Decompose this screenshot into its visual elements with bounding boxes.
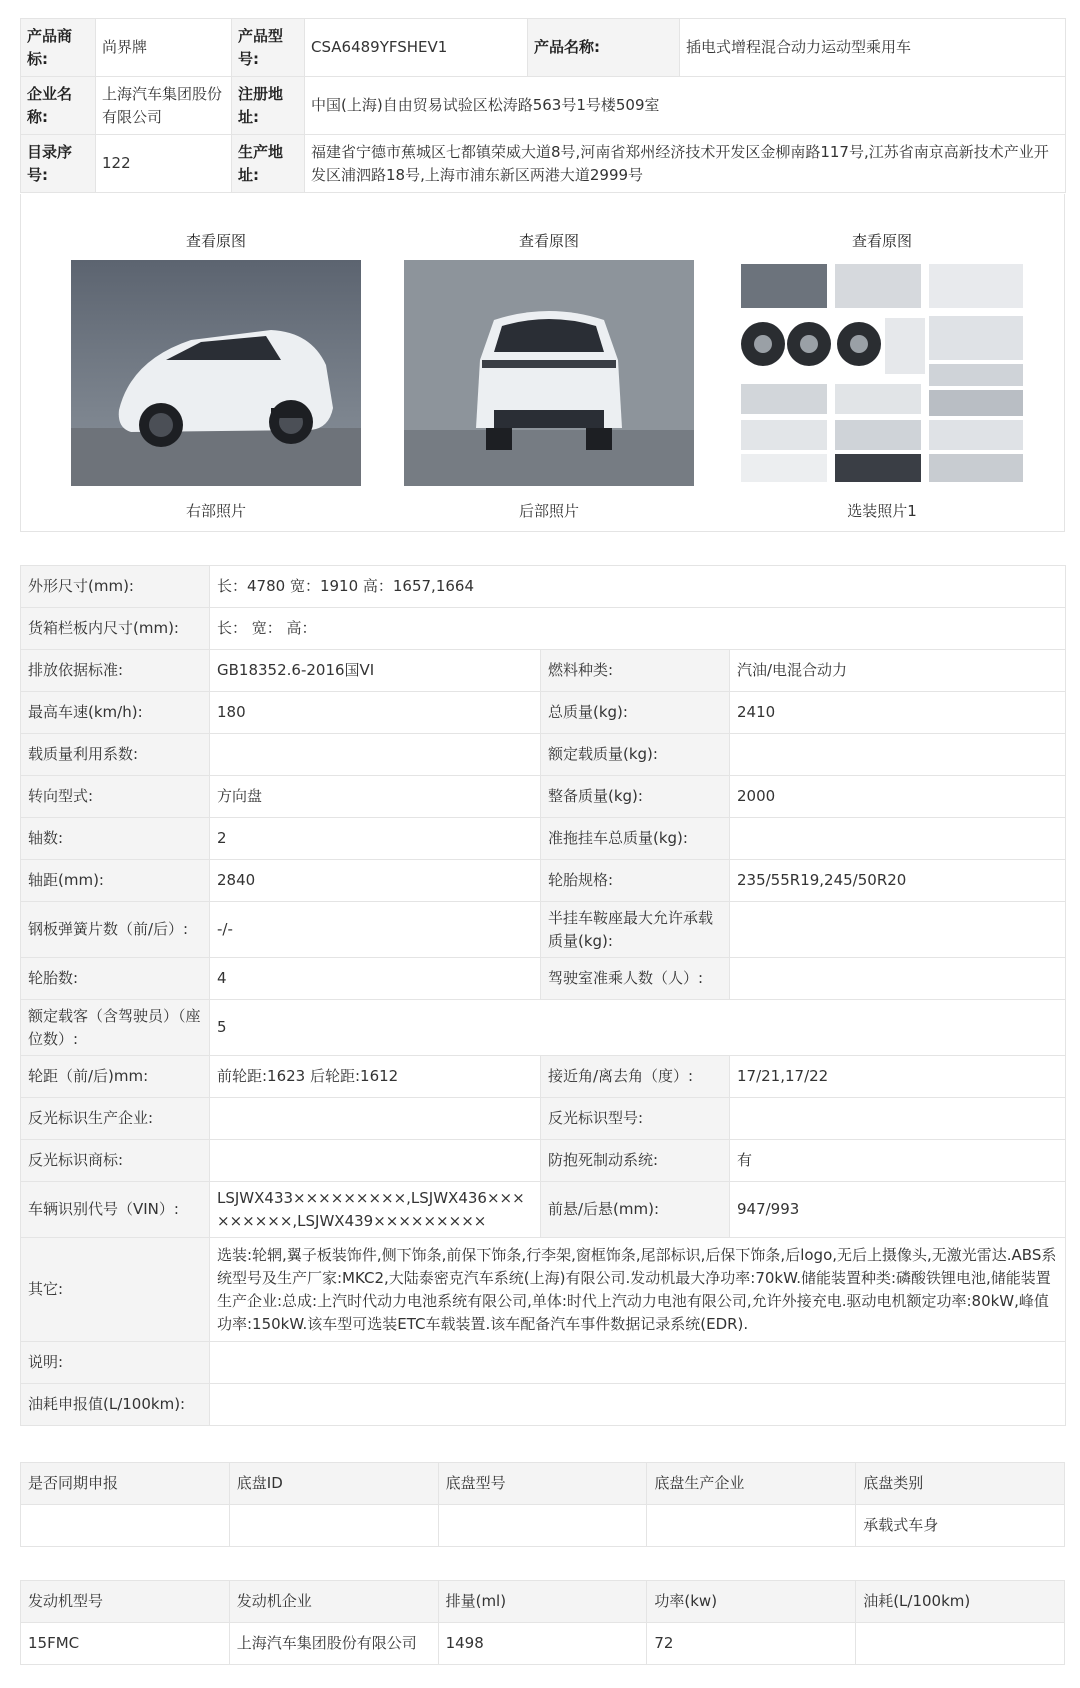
label-note: 说明: (21, 1342, 210, 1384)
spec-value: -/- (210, 902, 541, 958)
chassis-cell (21, 1505, 230, 1547)
label-prod-address: 生产地址: (232, 135, 305, 193)
value-model: CSA6489YFSHEV1 (305, 19, 528, 77)
spec-value (730, 1098, 1066, 1140)
spec-table (20, 565, 1066, 1426)
spec-label: 半挂车鞍座最大允许承载质量(kg): (541, 902, 730, 958)
table-row (21, 1623, 1065, 1665)
spec-label: 轮胎数: (21, 958, 210, 1000)
spec-value: 前轮距:1623 后轮距:1612 (210, 1056, 541, 1098)
spec-label: 最高车速(km/h): (21, 692, 210, 734)
spec-label: 排放依据标准: (21, 650, 210, 692)
value-catalog-no: 122 (96, 135, 232, 193)
value-other: 选装:轮辋,翼子板装饰件,侧下饰条,前保下饰条,行李架,窗框饰条,尾部标识,后保下饰条,后logo,无后上摄像头,无激光雷达.ABS系统型号及生产厂家:MKC2,大陆泰密克汽车系统(上海)有限公司.发动机最大净功率:70kW.储能装置种类:磷酸铁锂电池,储能装置生产企业:总成:上汽时代动力电池系统有限公司,单体:时代上汽动力电池有限公司,允许外接充电.驱动电机额定功率:80kW,峰值功率:150kW.该车型可选装ETC车载装置.该车配备汽车事件数据记录系统(EDR). (210, 1238, 1066, 1342)
spec-value: 有 (730, 1140, 1066, 1182)
car-right-image[interactable] (71, 260, 361, 486)
engine-table (20, 1580, 1065, 1665)
spec-value (210, 734, 541, 776)
chassis-header: 底盘ID (229, 1463, 438, 1505)
spec-label: 反光标识型号: (541, 1098, 730, 1140)
spec-label: 反光标识生产企业: (21, 1098, 210, 1140)
label-brand: 产品商标: (21, 19, 96, 77)
spec-value (210, 1098, 541, 1140)
spec-label: 轮胎规格: (541, 860, 730, 902)
spec-value: 4 (210, 958, 541, 1000)
spec-value (210, 1140, 541, 1182)
spec-label: 准拖挂车总质量(kg): (541, 818, 730, 860)
spec-value: 2 (210, 818, 541, 860)
spec-value: LSJWX433×××××××××,LSJWX436×××××××××,LSJWX439××××××××× (210, 1182, 541, 1238)
spec-value: 汽油/电混合动力 (730, 650, 1066, 692)
chassis-header: 底盘生产企业 (647, 1463, 856, 1505)
label-product-name: 产品名称: (528, 19, 680, 77)
spec-value: 2000 (730, 776, 1066, 818)
spec-value: 17/21,17/22 (730, 1056, 1066, 1098)
chassis-cell (438, 1505, 647, 1547)
table-row (21, 1505, 1065, 1547)
value-fuel-consumption (210, 1384, 1066, 1426)
value-note (210, 1342, 1066, 1384)
spec-label: 轴距(mm): (21, 860, 210, 902)
chassis-cell (647, 1505, 856, 1547)
spec-value: 947/993 (730, 1182, 1066, 1238)
spec-value (730, 818, 1066, 860)
spec-label: 整备质量(kg): (541, 776, 730, 818)
label-catalog-no: 目录序号: (21, 135, 96, 193)
spec-value: 方向盘 (210, 776, 541, 818)
value-cargo-dimensions: 长： 宽： 高： (210, 608, 1066, 650)
spec-label: 额定载质量(kg): (541, 734, 730, 776)
spec-label: 载质量利用系数: (21, 734, 210, 776)
value-product-name: 插电式增程混合动力运动型乘用车 (680, 19, 1066, 77)
optional-collage-image[interactable] (737, 260, 1027, 486)
spec-value (730, 734, 1066, 776)
view-original-link[interactable]: 查看原图 (851, 232, 912, 250)
chassis-header: 底盘型号 (438, 1463, 647, 1505)
photo-gallery (20, 194, 1065, 532)
label-reg-address: 注册地址: (232, 77, 305, 135)
label-company: 企业名称: (21, 77, 96, 135)
spec-value: 235/55R19,245/50R20 (730, 860, 1066, 902)
engine-header: 发动机企业 (229, 1581, 438, 1623)
spec-value: 2410 (730, 692, 1066, 734)
spec-label: 轴数: (21, 818, 210, 860)
car-rear-image[interactable] (404, 260, 694, 486)
spec-label: 防抱死制动系统: (541, 1140, 730, 1182)
chassis-header: 底盘类别 (856, 1463, 1065, 1505)
engine-header: 油耗(L/100km) (856, 1581, 1065, 1623)
value-company: 上海汽车集团股份有限公司 (96, 77, 232, 135)
spec-label: 反光标识商标: (21, 1140, 210, 1182)
label-seats: 额定载客（含驾驶员）（座位数）: (21, 1000, 210, 1056)
photo-caption: 右部照片 (185, 502, 246, 520)
engine-cell (856, 1623, 1065, 1665)
spec-value: GB18352.6-2016国VI (210, 650, 541, 692)
spec-label: 前悬/后悬(mm): (541, 1182, 730, 1238)
spec-label: 钢板弹簧片数（前/后）: (21, 902, 210, 958)
value-seats: 5 (210, 1000, 1066, 1056)
spec-label: 车辆识别代号（VIN）: (21, 1182, 210, 1238)
spec-label: 轮距（前/后)mm: (21, 1056, 210, 1098)
spec-label: 燃料种类: (541, 650, 730, 692)
value-brand: 尚界牌 (96, 19, 232, 77)
spec-label: 驾驶室准乘人数（人）: (541, 958, 730, 1000)
view-original-link[interactable]: 查看原图 (185, 232, 246, 250)
label-fuel-consumption: 油耗申报值(L/100km): (21, 1384, 210, 1426)
value-dimensions: 长：4780 宽：1910 高：1657,1664 (210, 566, 1066, 608)
engine-cell: 72 (647, 1623, 856, 1665)
spec-label: 总质量(kg): (541, 692, 730, 734)
engine-header: 排量(ml) (438, 1581, 647, 1623)
spec-label: 转向型式: (21, 776, 210, 818)
spec-value (730, 958, 1066, 1000)
value-prod-address: 福建省宁德市蕉城区七都镇荣威大道8号,河南省郑州经济技术开发区金柳南路117号,江苏省南京高新技术产业开发区浦泗路18号,上海市浦东新区两港大道2999号 (305, 135, 1066, 193)
engine-cell: 15FMC (21, 1623, 230, 1665)
label-model: 产品型号: (232, 19, 305, 77)
spec-value: 180 (210, 692, 541, 734)
engine-header: 发动机型号 (21, 1581, 230, 1623)
product-info-table (20, 18, 1066, 193)
engine-cell: 上海汽车集团股份有限公司 (229, 1623, 438, 1665)
chassis-cell: 承载式车身 (856, 1505, 1065, 1547)
photo-caption: 后部照片 (518, 502, 579, 520)
chassis-table (20, 1462, 1065, 1547)
spec-value (730, 902, 1066, 958)
label-cargo-dimensions: 货箱栏板内尺寸(mm): (21, 608, 210, 650)
label-dimensions: 外形尺寸(mm): (21, 566, 210, 608)
engine-cell: 1498 (438, 1623, 647, 1665)
engine-header: 功率(kw) (647, 1581, 856, 1623)
chassis-cell (229, 1505, 438, 1547)
chassis-header: 是否同期申报 (21, 1463, 230, 1505)
spec-label: 接近角/离去角（度）: (541, 1056, 730, 1098)
view-original-link[interactable]: 查看原图 (518, 232, 579, 250)
label-other: 其它: (21, 1238, 210, 1342)
spec-value: 2840 (210, 860, 541, 902)
photo-caption: 选装照片1 (847, 502, 917, 520)
value-reg-address: 中国(上海)自由贸易试验区松涛路563号1号楼509室 (305, 77, 1066, 135)
